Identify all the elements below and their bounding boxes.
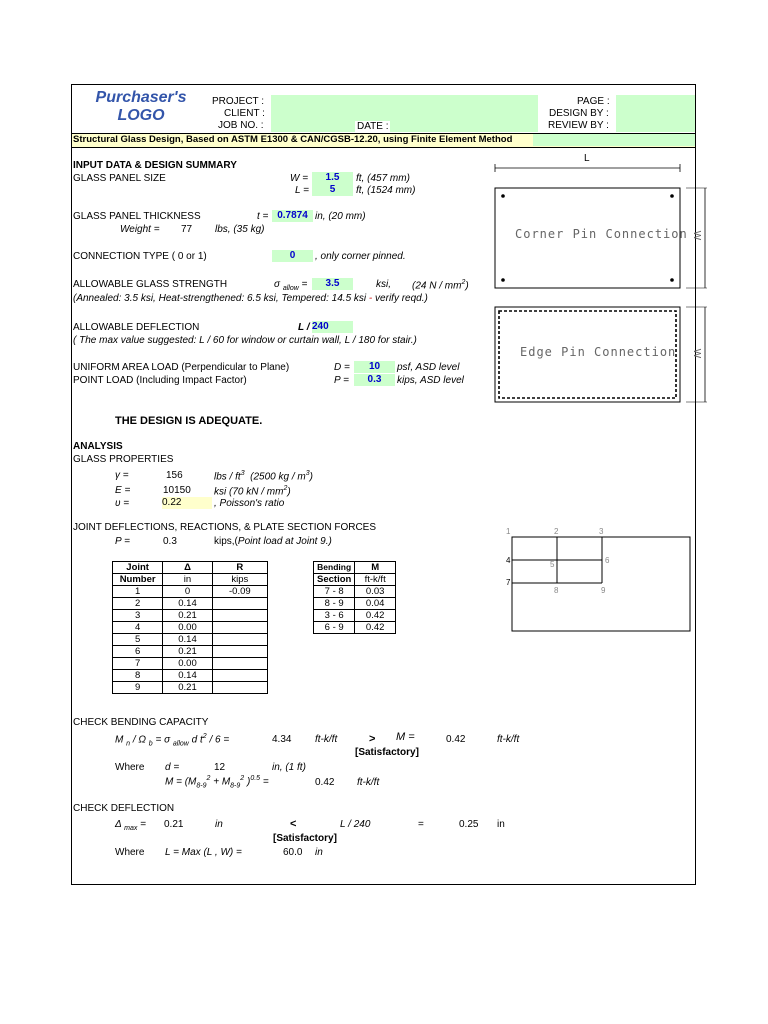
joint-cell-reaction xyxy=(212,682,267,694)
node-2: 2 xyxy=(554,527,559,536)
review-by-label: REVIEW BY : xyxy=(548,120,609,131)
joint-cell-delta: 0.14 xyxy=(163,598,212,610)
gamma-value: 156 xyxy=(166,470,183,481)
strength-note: (Annealed: 3.5 ksi, Heat-strengthened: 6.5 ksi, Tempered: 14.5 ksi - verify reqd.) xyxy=(73,293,428,304)
project-label: PROJECT : xyxy=(212,96,265,107)
delta-col-head: Δ xyxy=(163,562,212,574)
deflection-l-unit: in xyxy=(315,847,323,858)
bending-status: [Satisfactory] xyxy=(355,747,419,758)
defl-l-label: L / xyxy=(298,322,310,333)
r-col-unit: kips xyxy=(212,574,267,586)
joint-row xyxy=(113,634,268,646)
bending-col-head: Bending xyxy=(314,562,355,574)
connection-input[interactable]: 0 xyxy=(272,250,313,262)
t-label: t = xyxy=(257,211,269,222)
e-label: E = xyxy=(115,485,131,496)
mesh-outline xyxy=(512,537,690,631)
deflection-l-value: 60.0 xyxy=(283,847,303,858)
m-combined-value: 0.42 xyxy=(315,777,335,788)
date-label: DATE : xyxy=(357,121,389,132)
joint-cell-delta: 0.14 xyxy=(163,670,212,682)
w-dim-label-1: W xyxy=(691,230,703,241)
e-value: 10150 xyxy=(163,485,191,496)
joint-cell-number: 9 xyxy=(113,682,163,694)
l-label: L = xyxy=(295,185,309,196)
nu-input[interactable]: 0.22 xyxy=(162,497,212,509)
joint-cell-reaction xyxy=(212,634,267,646)
delta-max-label: Δ $_{max}$ = xyxy=(115,819,146,832)
joint-table xyxy=(112,561,268,694)
m-label: M = xyxy=(396,731,415,743)
analysis-title: ANALYSIS xyxy=(73,441,123,452)
joint-cell-reaction xyxy=(212,646,267,658)
design-result: THE DESIGN IS ADEQUATE. xyxy=(115,415,263,427)
deflection-input[interactable]: 240 xyxy=(312,321,353,333)
joint-cell-delta: 0.21 xyxy=(163,682,212,694)
joint-cell-delta: 0 xyxy=(163,586,212,598)
design-by-label: DESIGN BY : xyxy=(549,108,609,119)
doc-title: Structural Glass Design, Based on ASTM E1300 & CAN/CGSB-12.20, using Finite Element Method xyxy=(73,134,513,145)
page-input[interactable] xyxy=(616,95,695,132)
joint-row xyxy=(113,670,268,682)
connection-diagrams xyxy=(490,150,715,415)
joint-cell-reaction xyxy=(212,610,267,622)
capacity-value: 4.34 xyxy=(272,734,292,745)
joint-cell-delta: 0.21 xyxy=(163,646,212,658)
deflection-label: ALLOWABLE DEFLECTION xyxy=(73,322,200,333)
strength-label: ALLOWABLE GLASS STRENGTH xyxy=(73,279,228,290)
joint-cell-number: 1 xyxy=(113,586,163,598)
node-9: 9 xyxy=(601,586,606,595)
corner-pin-tr xyxy=(670,194,674,198)
joint-cell-number: 2 xyxy=(113,598,163,610)
bending-cell-moment: 0.42 xyxy=(355,610,396,622)
capacity-unit: ft-k/ft xyxy=(315,734,338,745)
joint-cell-reaction: -0.09 xyxy=(212,586,267,598)
m-col-head: M xyxy=(355,562,396,574)
d-input[interactable]: 10 xyxy=(354,361,395,373)
joint-p-value: 0.3 xyxy=(163,536,177,547)
connection-label: CONNECTION TYPE ( 0 or 1) xyxy=(73,251,207,262)
r-col-head: R xyxy=(212,562,267,574)
project-input[interactable] xyxy=(271,95,538,132)
nu-label: υ = xyxy=(115,498,130,509)
joint-cell-reaction xyxy=(212,598,267,610)
bending-table xyxy=(313,561,396,634)
l-input[interactable]: 5 xyxy=(312,184,353,196)
sigma-allow-label: σ $_{allow}$ = xyxy=(274,279,308,292)
bending-d-unit: in, (1 ft) xyxy=(272,762,306,773)
l-unit: ft, (1524 mm) xyxy=(356,185,416,196)
glass-props-title: GLASS PROPERTIES xyxy=(73,454,174,465)
bending-equation: M $_n$ / Ω $_b$ = σ $_{allow}$ d $t^2 / 6$ = xyxy=(115,733,230,748)
delta-col-unit: in xyxy=(163,574,212,586)
w-input[interactable]: 1.5 xyxy=(312,172,353,184)
deflection-check-title: CHECK DEFLECTION xyxy=(73,803,175,814)
joint-cell-delta: 0.21 xyxy=(163,610,212,622)
node-4: 4 xyxy=(506,556,511,565)
joint-p-note: kips,(Point load at Joint 9.) xyxy=(214,536,332,547)
bending-col-head-2: Section xyxy=(314,574,355,586)
uniform-load-label: UNIFORM AREA LOAD (Perpendicular to Plane) xyxy=(73,362,290,373)
corner-pin-text: Corner Pin Connection xyxy=(515,227,688,241)
w-label: W = xyxy=(290,173,309,184)
node-6: 6 xyxy=(605,556,610,565)
joint-cell-delta: 0.00 xyxy=(163,658,212,670)
deflection-eq: = xyxy=(418,819,424,830)
bending-table-header-2 xyxy=(314,574,396,586)
purchaser-logo: Purchaser's LOGO xyxy=(95,89,187,124)
bending-where: Where xyxy=(115,762,145,773)
bending-table-header-1 xyxy=(314,562,396,574)
joint-cell-delta: 0.00 xyxy=(163,622,212,634)
thickness-label: GLASS PANEL THICKNESS xyxy=(73,211,201,222)
node-3: 3 xyxy=(599,527,604,536)
joint-cell-number: 7 xyxy=(113,658,163,670)
node-5: 5 xyxy=(550,560,555,569)
m-value: 0.42 xyxy=(446,734,466,745)
point-load-label: POINT LOAD (Including Impact Factor) xyxy=(73,375,247,386)
bending-cell-section: 8 - 9 xyxy=(314,598,355,610)
w-unit: ft, (457 mm) xyxy=(356,173,410,184)
bending-row xyxy=(314,622,396,634)
joint-cell-number: 3 xyxy=(113,610,163,622)
node-8: 8 xyxy=(554,586,559,595)
e-unit: ksi (70 kN / $mm^2$) xyxy=(214,485,291,498)
m-combined-unit: ft-k/ft xyxy=(357,777,380,788)
joint-cell-number: 5 xyxy=(113,634,163,646)
bending-row xyxy=(314,586,396,598)
t-unit: in, (20 mm) xyxy=(315,211,366,222)
bending-cell-section: 6 - 9 xyxy=(314,622,355,634)
joint-cell-reaction xyxy=(212,622,267,634)
deflection-where: Where xyxy=(115,847,145,858)
joint-col-head: Joint xyxy=(113,562,163,574)
bending-cell-section: 3 - 6 xyxy=(314,610,355,622)
input-section-title: INPUT DATA & DESIGN SUMMARY xyxy=(73,160,237,171)
weight-value: 77 xyxy=(181,224,193,235)
sigma-input[interactable]: 3.5 xyxy=(312,278,353,290)
delta-max-unit: in xyxy=(215,819,223,830)
joint-cell-delta: 0.14 xyxy=(163,634,212,646)
edge-pin-text: Edge Pin Connection xyxy=(520,345,677,359)
joint-cell-number: 4 xyxy=(113,622,163,634)
deflection-l-equation: L = Max (L , W) = xyxy=(165,847,242,858)
joint-row xyxy=(113,610,268,622)
bending-cell-moment: 0.04 xyxy=(355,598,396,610)
deflection-limit-unit: in xyxy=(497,819,505,830)
client-label: CLIENT : xyxy=(224,108,265,119)
p-label: P = xyxy=(334,375,349,386)
jobno-label: JOB NO. : xyxy=(218,120,264,131)
joint-row xyxy=(113,598,268,610)
m-combined-equation: $M = (M_{8-9}^2 + M_{8-9}^2$ )$^{0.5}$ = xyxy=(165,775,269,790)
corner-pin-br xyxy=(670,278,674,282)
gamma-unit: lbs / $ft^3$ (2500 kg / $m^3$) xyxy=(214,470,313,483)
joint-cell-reaction xyxy=(212,670,267,682)
deflection-limit-label: L / 240 xyxy=(340,819,371,830)
bending-cell-section: 7 - 8 xyxy=(314,586,355,598)
m-col-unit: ft-k/ft xyxy=(355,574,396,586)
bending-row xyxy=(314,598,396,610)
joint-col-head-2: Number xyxy=(113,574,163,586)
t-input[interactable]: 0.7874 xyxy=(272,210,313,222)
joint-title: JOINT DEFLECTIONS, REACTIONS, & PLATE SECTION FORCES xyxy=(73,522,377,533)
deflection-note: ( The max value suggested: L / 60 for window or curtain wall, L / 180 for stair.) xyxy=(73,335,417,346)
joint-p-label: P = xyxy=(115,536,130,547)
w-dim-label-2: W xyxy=(691,348,703,359)
joint-cell-number: 6 xyxy=(113,646,163,658)
gamma-label: γ = xyxy=(115,470,129,481)
bending-compare: > xyxy=(369,733,376,745)
title-bar-green xyxy=(533,134,695,146)
fe-mesh-diagram xyxy=(500,525,700,635)
joint-row xyxy=(113,646,268,658)
corner-pin-bl xyxy=(501,278,505,282)
bending-cell-moment: 0.42 xyxy=(355,622,396,634)
bending-d-label: d = xyxy=(165,762,180,773)
bending-row xyxy=(314,610,396,622)
page-label: PAGE : xyxy=(577,96,610,107)
d-label: D = xyxy=(334,362,350,373)
l-dim-label: L xyxy=(584,153,590,164)
nu-note: , Poisson's ratio xyxy=(214,498,285,509)
deflection-status: [Satisfactory] xyxy=(273,833,337,844)
node-1: 1 xyxy=(506,527,511,536)
node-7: 7 xyxy=(506,578,511,587)
delta-max-value: 0.21 xyxy=(164,819,184,830)
p-unit: kips, ASD level xyxy=(397,375,464,386)
d-unit: psf, ASD level xyxy=(397,362,460,373)
joint-table-header-1 xyxy=(113,562,268,574)
connection-note: , only corner pinned. xyxy=(315,251,406,262)
joint-table-header-2 xyxy=(113,574,268,586)
joint-cell-reaction xyxy=(212,658,267,670)
joint-row xyxy=(113,622,268,634)
deflection-limit-value: 0.25 xyxy=(459,819,479,830)
joint-row xyxy=(113,658,268,670)
panel-size-label: GLASS PANEL SIZE xyxy=(73,173,166,184)
p-input[interactable]: 0.3 xyxy=(354,374,395,386)
joint-row xyxy=(113,586,268,598)
joint-cell-number: 8 xyxy=(113,670,163,682)
sigma-unit: ksi, xyxy=(376,279,391,290)
bending-d-value: 12 xyxy=(214,762,226,773)
weight-label: Weight = xyxy=(120,224,160,235)
joint-row xyxy=(113,682,268,694)
sigma-metric: (24 N / $mm^2$) xyxy=(412,279,469,292)
deflection-compare: < xyxy=(290,818,297,830)
bending-check-title: CHECK BENDING CAPACITY xyxy=(73,717,209,728)
m-unit: ft-k/ft xyxy=(497,734,520,745)
weight-unit: lbs, (35 kg) xyxy=(215,224,265,235)
bending-cell-moment: 0.03 xyxy=(355,586,396,598)
corner-pin-tl xyxy=(501,194,505,198)
